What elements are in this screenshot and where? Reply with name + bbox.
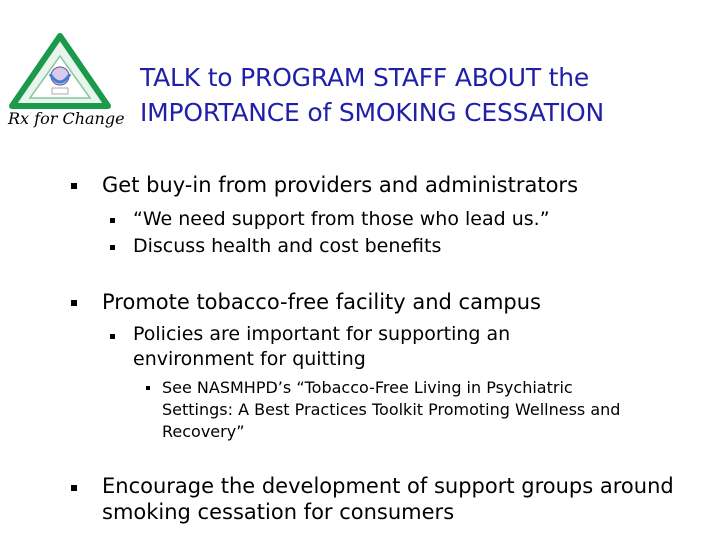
bullet-2-text: Promote tobacco-free facility and campus	[102, 290, 542, 314]
bullet-1-sub-2: Discuss health and cost benefits	[133, 235, 442, 257]
sub-bullet-marker	[110, 245, 115, 250]
bullet-marker	[71, 183, 77, 189]
title-line-2: IMPORTANCE of SMOKING CESSATION	[140, 98, 604, 127]
bullet-2-sub-line-1: Policies are important for supporting an	[133, 323, 511, 345]
logo-caption: Rx for Change	[8, 109, 125, 128]
sub-bullet-marker	[110, 218, 115, 223]
bullet-marker	[71, 485, 77, 491]
bullet-1-sub-1: “We need support from those who lead us.”	[133, 208, 550, 230]
bullet-marker	[71, 300, 77, 306]
bullet-3-line-2: smoking cessation for consumers	[102, 500, 455, 524]
bullet-2-subsub-line-3: Recovery”	[162, 422, 245, 441]
sub-sub-bullet-marker	[146, 386, 150, 390]
sub-bullet-marker	[110, 334, 115, 339]
bullet-2-subsub-line-2: Settings: A Best Practices Toolkit Promoting Wellness and	[162, 400, 621, 419]
bullet-2-sub-line-2: environment for quitting	[133, 348, 366, 370]
bullet-2-subsub-line-1: See NASMHPD’s “Tobacco-Free Living in Psychiatric	[162, 378, 573, 397]
slide-title	[140, 60, 710, 130]
bullet-1-text: Get buy-in from providers and administrators	[102, 173, 579, 197]
bullet-3-line-1: Encourage the development of support groups around	[102, 474, 674, 498]
title-line-1: TALK to PROGRAM STAFF ABOUT the	[140, 63, 590, 92]
